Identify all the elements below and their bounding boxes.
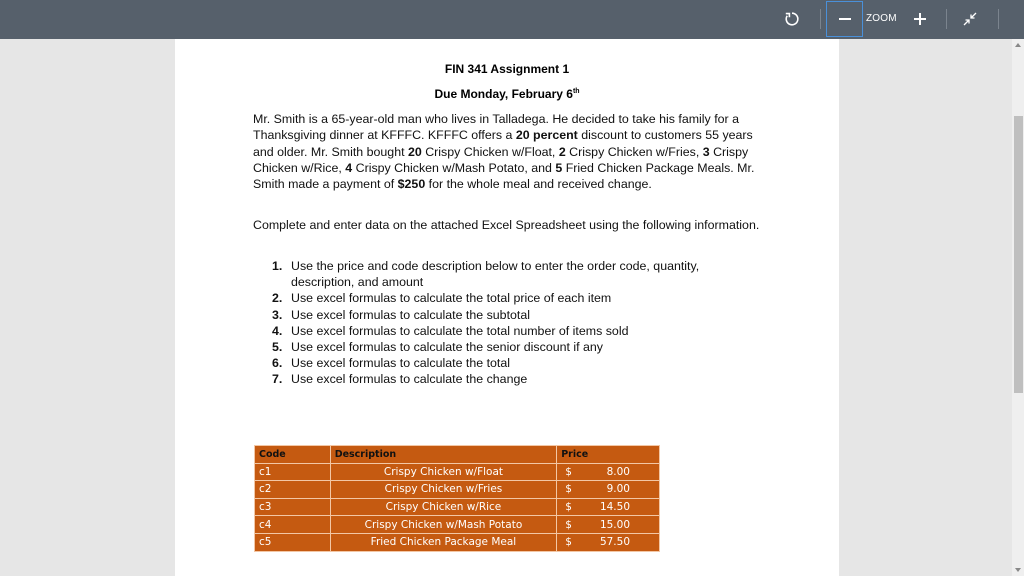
- scenario-bold: 3: [702, 144, 710, 159]
- scenario-paragraph: [253, 111, 773, 192]
- scenario-bold: 4: [345, 160, 353, 175]
- toolbar-separator: [998, 9, 999, 29]
- due-date-suffix: th: [572, 88, 580, 95]
- instructions-intro: Complete and enter data on the attached Excel Spreadsheet using the following information.: [253, 218, 760, 232]
- list-number: 6.: [272, 356, 283, 371]
- list-number: 7.: [272, 372, 283, 387]
- price-table: [254, 445, 660, 552]
- scroll-up-arrow-icon[interactable]: [1015, 43, 1021, 47]
- price-amount: 8.00: [606, 465, 630, 478]
- scenario-text: Crispy Chicken w/Float,: [421, 144, 559, 159]
- due-date: [175, 87, 839, 101]
- code-cell: c3: [255, 498, 331, 516]
- header-price: Price: [557, 446, 660, 464]
- price-cell: [557, 516, 660, 534]
- price-cell: [557, 533, 660, 551]
- list-number: 4.: [272, 323, 283, 338]
- table-row: [255, 481, 660, 499]
- price-amount: 14.50: [599, 501, 630, 514]
- list-text: Use excel formulas to calculate the total price of each item: [291, 291, 612, 306]
- scenario-bold: 5: [555, 160, 563, 175]
- list-number: 2.: [272, 291, 283, 306]
- list-item: [272, 371, 752, 387]
- list-item: [272, 339, 752, 355]
- description-cell: Crispy Chicken w/Mash Potato: [330, 516, 557, 534]
- document-page: [175, 39, 839, 576]
- description-cell: Fried Chicken Package Meal: [330, 533, 557, 551]
- scenario-text: for the whole meal and received change.: [425, 177, 652, 192]
- scenario-bold: 20 percent: [515, 128, 578, 143]
- scenario-text: discount to customers 55 years and older. Mr. Smith bought: [253, 128, 753, 159]
- instructions-list: [272, 258, 752, 388]
- scenario-bold: 2: [558, 144, 566, 159]
- description-cell: Crispy Chicken w/Float: [330, 463, 557, 481]
- minus-icon: [839, 13, 851, 25]
- header-code: Code: [255, 446, 331, 464]
- scenario-bold: 20: [407, 144, 422, 159]
- table-row: [255, 498, 660, 516]
- list-item: [272, 307, 752, 323]
- code-cell: c4: [255, 516, 331, 534]
- viewer-toolbar: [0, 0, 1024, 39]
- collapse-arrows-icon: [963, 12, 977, 26]
- zoom-in-button[interactable]: [906, 2, 934, 36]
- list-text: Use excel formulas to calculate the total number of items sold: [291, 323, 629, 338]
- code-cell: c5: [255, 533, 331, 551]
- list-number: 3.: [272, 307, 283, 322]
- list-item: [272, 355, 752, 371]
- scrollbar-thumb[interactable]: [1014, 116, 1023, 393]
- list-item: [272, 323, 752, 339]
- code-cell: c2: [255, 481, 331, 499]
- rotate-button[interactable]: [777, 2, 807, 36]
- table-row: [255, 516, 660, 534]
- list-text: Use the price and code description below to enter the order code, quantity, description, and amount: [291, 259, 700, 290]
- table-row: [255, 533, 660, 551]
- currency-symbol: $: [565, 518, 572, 531]
- zoom-label: ZOOM: [866, 13, 897, 24]
- rotate-icon: [784, 11, 800, 27]
- toolbar-separator: [820, 9, 821, 29]
- price-cell: [557, 463, 660, 481]
- list-item: [272, 290, 752, 306]
- toolbar-separator: [946, 9, 947, 29]
- description-cell: Crispy Chicken w/Fries: [330, 481, 557, 499]
- scenario-text: Crispy Chicken w/Rice,: [253, 144, 749, 175]
- list-text: Use excel formulas to calculate the total: [291, 356, 511, 371]
- list-item: [272, 258, 752, 290]
- currency-symbol: $: [565, 483, 572, 496]
- document-title: FIN 341 Assignment 1: [444, 62, 570, 76]
- price-amount: 9.00: [606, 483, 630, 496]
- price-cell: [557, 481, 660, 499]
- scenario-text: Mr. Smith is a 65-year-old man who lives in Talladega. He decided to take his family for a Thanksgiving dinner at KFFFC. KFFFC offers a: [253, 112, 739, 143]
- list-text: Use excel formulas to calculate the subtotal: [291, 307, 530, 322]
- plus-icon: [914, 13, 926, 25]
- list-number: 1.: [272, 259, 283, 273]
- zoom-out-button[interactable]: [826, 1, 863, 37]
- description-cell: Crispy Chicken w/Rice: [330, 498, 557, 516]
- header-description: Description: [330, 446, 557, 464]
- scenario-text: Crispy Chicken w/Mash Potato, and: [352, 160, 556, 175]
- list-text: Use excel formulas to calculate the senior discount if any: [291, 340, 603, 355]
- price-cell: [557, 498, 660, 516]
- scroll-down-arrow-icon[interactable]: [1015, 568, 1021, 572]
- currency-symbol: $: [565, 501, 572, 514]
- collapse-button[interactable]: [956, 2, 984, 36]
- list-text: Use excel formulas to calculate the change: [291, 372, 528, 387]
- scenario-text: Crispy Chicken w/Fries,: [565, 144, 703, 159]
- scenario-text: Fried Chicken Package Meals. Mr. Smith made a payment of: [253, 160, 755, 192]
- code-cell: c1: [255, 463, 331, 481]
- price-amount: 57.50: [599, 536, 630, 549]
- list-number: 5.: [272, 340, 283, 355]
- currency-symbol: $: [565, 536, 572, 549]
- scenario-bold: $250: [397, 177, 426, 192]
- table-header-row: [255, 446, 660, 464]
- price-amount: 15.00: [599, 518, 630, 531]
- table-row: [255, 463, 660, 481]
- currency-symbol: $: [565, 465, 572, 478]
- due-date-text: Due Monday, February 6: [434, 87, 573, 101]
